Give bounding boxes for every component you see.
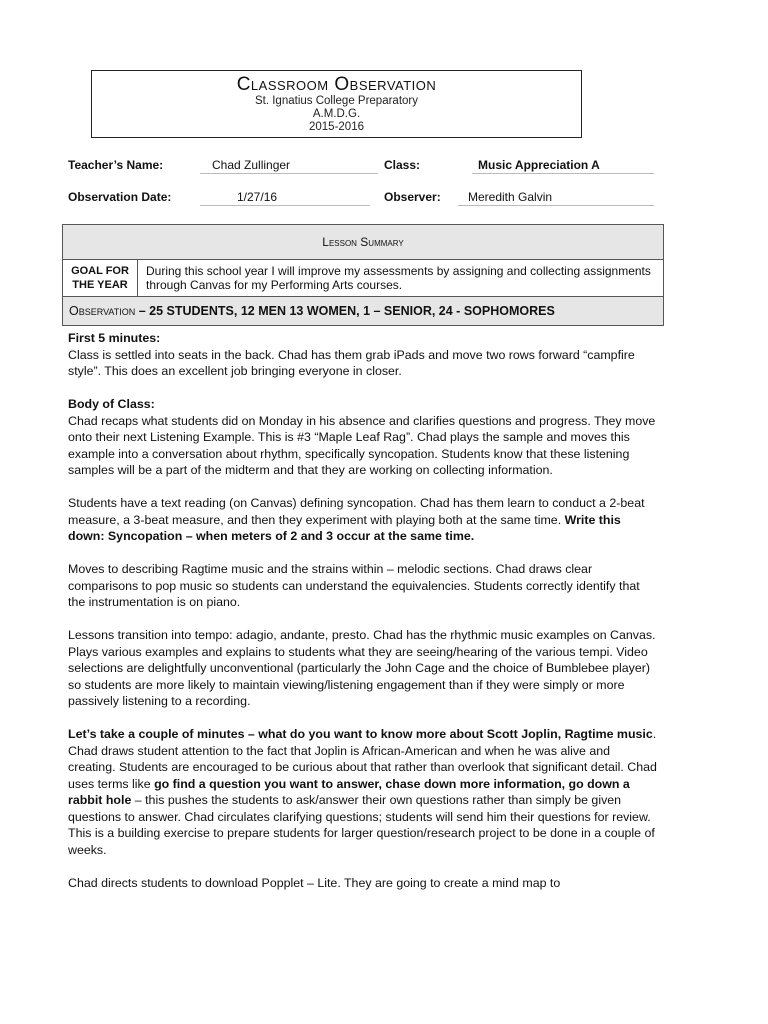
- joplin-text-a: . Chad draws student attention to the fact that Joplin is African-American and when he was alive and creating. Students are encouraged to be curious about that rather than overlook that significant detail. Chad uses terms like: [68, 727, 657, 791]
- observation-date-label: Observation Date:: [68, 190, 172, 204]
- teacher-value: [200, 157, 378, 174]
- first-minutes-heading: First 5 minutes:: [68, 331, 161, 345]
- teacher-label: Teacher’s Name:: [68, 158, 164, 172]
- rabbit-hole-phrase: go find a question you want to answer, chase down more information, go down a rabbit hole: [68, 776, 630, 807]
- lesson-summary-heading: Lesson Summary: [63, 225, 664, 260]
- goal-label-line2: THE YEAR: [72, 279, 128, 291]
- goal-text: During this school year I will improve my assessments by assigning and collecting assignments through Canvas for my Performing Arts courses.: [138, 260, 664, 297]
- paragraph-syncopation: [68, 495, 660, 545]
- observer-value: [458, 189, 654, 206]
- observer-label: Observer:: [384, 190, 441, 204]
- first-minutes-text: Class is settled into seats in the back. Chad has them grab iPads and move two rows forward “campfire style”. This does an excellent job bringing everyone in closer.: [68, 347, 635, 378]
- school-year: 2015-2016: [309, 121, 364, 133]
- school-name: St. Ignatius College Preparatory: [254, 95, 418, 107]
- observation-body: [68, 330, 660, 908]
- class-value: [472, 157, 654, 174]
- lesson-summary-table: [62, 224, 664, 326]
- observation-date: 1/27/16: [237, 190, 278, 204]
- syncopation-text: Students have a text reading (on Canvas) defining syncopation. Chad has them learn to conduct a 2-beat measure, a 3-beat measure, and then they experiment with playing both at the same time.: [68, 496, 645, 527]
- observer-name: Meredith Galvin: [468, 190, 553, 204]
- observation-row: [63, 297, 664, 326]
- joplin-prompt: Let’s take a couple of minutes – what do you want to know more about Scott Joplin, Ragtime music: [68, 727, 653, 741]
- body-of-class-heading: Body of Class:: [68, 397, 155, 411]
- joplin-text-b: – this pushes the students to ask/answer their own questions rather than simply be given questions to answer. Chad circulates clarifying questions; students will send him their questions for review. This is a building exercise to prepare students for larger question/research project to be done in a couple of weeks.: [68, 793, 655, 857]
- class-label: Class:: [384, 158, 421, 172]
- school-motto: A.M.D.G.: [312, 108, 361, 120]
- paragraph-popplet: Chad directs students to download Popplet – Lite. They are going to create a mind map to: [68, 875, 561, 890]
- observation-label: Observation: [69, 304, 136, 318]
- paragraph-recap: Chad recaps what students did on Monday in his absence and clarifies questions and progress. They move onto their next Listening Example. This is #3 “Maple Leaf Rag”. Chad plays the sample and moves this example into a conversation about rhythm, specifically syncopation. Students know that these listening samples will be a part of the midterm and that they are working on collecting information.: [68, 413, 656, 477]
- teacher-name: Chad Zullinger: [212, 158, 291, 172]
- document-title: Classroom Observation: [236, 74, 437, 95]
- observation-summary: – 25 STUDENTS, 12 MEN 13 WOMEN, 1 – SENIOR, 24 - SOPHOMORES: [135, 304, 555, 318]
- paragraph-ragtime: Moves to describing Ragtime music and the strains within – melodic sections. Chad draws clear comparisons to pop music so students can understand the equivalencies. Students correctly identify that the instrumentation is on piano.: [68, 562, 640, 609]
- document-header: [91, 70, 582, 138]
- paragraph-tempo: Lessons transition into tempo: adagio, andante, presto. Chad has the rhythmic music examples on Canvas. Plays various examples and explains to students what they are seeing/hearing of the various tempi. Video selections are delightfully unconventional (particularly the John Cage and the choice of Bumblebee player) so students are more likely to maintain viewing/listening engagement than if they were simply or more passively listening to a recording.: [68, 628, 656, 708]
- goal-label: [63, 260, 138, 297]
- goal-label-line1: GOAL FOR: [71, 265, 129, 277]
- syncopation-definition: Write this down: Syncopation – when meters of 2 and 3 occur at the same time.: [68, 512, 621, 543]
- paragraph-joplin: [68, 726, 660, 858]
- class-name: Music Appreciation A: [478, 158, 600, 172]
- observation-date-value: [200, 189, 370, 206]
